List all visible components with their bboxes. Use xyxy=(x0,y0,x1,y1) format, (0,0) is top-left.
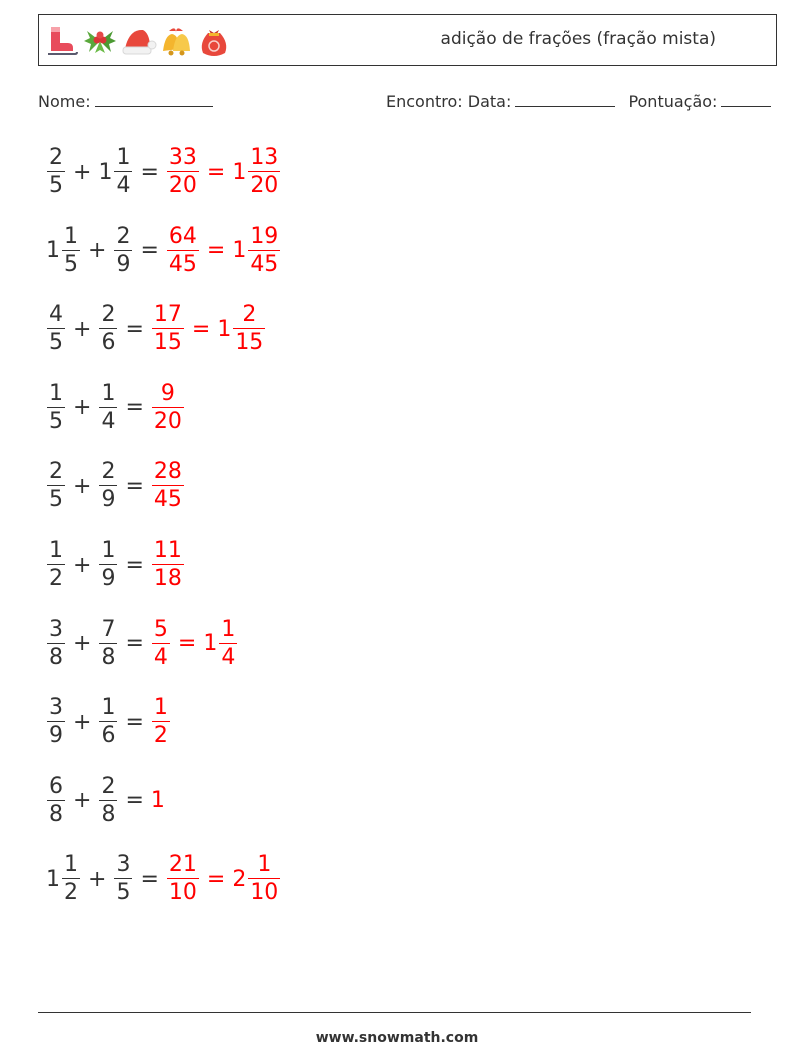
denominator: 45 xyxy=(153,487,182,513)
answer xyxy=(166,147,281,197)
answer-mixed-number xyxy=(232,147,281,197)
problem-row xyxy=(46,692,171,752)
plus-sign: + xyxy=(73,631,92,657)
fraction xyxy=(47,304,65,354)
numerator: 7 xyxy=(101,616,116,642)
answer-fraction xyxy=(166,147,200,197)
numerator: 4 xyxy=(49,302,63,328)
equals-sign: = xyxy=(125,473,144,499)
meeting-field xyxy=(386,92,771,111)
denominator: 6 xyxy=(101,330,116,356)
problem-row xyxy=(46,456,185,516)
answer xyxy=(151,697,171,747)
plus-sign: + xyxy=(73,552,92,578)
denominator: 9 xyxy=(101,487,116,513)
addend-1 xyxy=(46,461,66,511)
fraction xyxy=(62,223,80,277)
equals-sign: = xyxy=(125,631,144,657)
worksheet-title: adição de frações (fração mista) xyxy=(440,29,716,49)
ice-skate-icon xyxy=(43,21,81,61)
answer-fraction xyxy=(151,461,185,511)
answer-mixed-number xyxy=(203,616,238,670)
denominator: 8 xyxy=(49,644,63,670)
numerator: 13 xyxy=(250,145,279,170)
numerator: 3 xyxy=(49,695,63,721)
date-blank[interactable] xyxy=(515,92,615,107)
fraction xyxy=(233,304,265,354)
numerator: 28 xyxy=(153,459,182,485)
name-blank[interactable] xyxy=(95,92,213,107)
denominator: 8 xyxy=(101,644,116,670)
name-label: Nome: xyxy=(38,92,91,111)
fraction xyxy=(152,540,184,590)
numerator: 2 xyxy=(101,773,116,799)
fraction xyxy=(152,304,184,354)
whole-number: 1 xyxy=(203,631,218,657)
answer-mixed-number xyxy=(232,223,281,277)
answer-fraction xyxy=(151,697,171,747)
denominator: 45 xyxy=(250,251,279,277)
footer-divider xyxy=(38,1012,751,1013)
numerator: 19 xyxy=(250,223,279,249)
numerator: 1 xyxy=(101,695,116,721)
answer xyxy=(166,223,281,277)
fraction xyxy=(152,697,170,747)
denominator: 2 xyxy=(153,723,168,749)
denominator: 4 xyxy=(221,644,236,670)
fraction xyxy=(248,147,280,197)
numerator: 2 xyxy=(116,223,131,249)
numerator: 1 xyxy=(49,538,63,563)
denominator: 18 xyxy=(153,566,182,591)
plus-sign: + xyxy=(73,395,92,421)
addend-2 xyxy=(98,697,118,747)
addend-1 xyxy=(46,147,66,197)
plus-sign: + xyxy=(73,159,92,185)
numerator: 21 xyxy=(168,852,197,878)
christmas-bells-icon xyxy=(157,21,195,61)
addend-1 xyxy=(46,304,66,354)
problem-row xyxy=(46,614,238,674)
answer xyxy=(151,616,238,670)
numerator: 33 xyxy=(168,145,197,170)
denominator: 5 xyxy=(116,880,131,906)
answer-fraction xyxy=(166,854,200,904)
fraction xyxy=(114,147,132,197)
equals-sign: = xyxy=(125,316,144,342)
numerator: 11 xyxy=(153,538,182,563)
equals-sign: = xyxy=(125,552,144,578)
addend-1 xyxy=(46,697,66,747)
fraction xyxy=(99,697,117,747)
numerator: 2 xyxy=(101,302,116,328)
denominator: 9 xyxy=(49,723,63,749)
fraction xyxy=(114,223,132,277)
numerator: 64 xyxy=(168,223,197,249)
fraction xyxy=(47,380,65,434)
addend-2 xyxy=(113,854,133,904)
footer-url: www.snowmath.com xyxy=(315,1030,479,1046)
numerator: 17 xyxy=(153,302,182,328)
answer-whole: 1 xyxy=(150,788,165,814)
plus-sign: + xyxy=(88,238,107,264)
answer xyxy=(151,304,266,354)
fraction xyxy=(99,616,117,670)
numerator: 5 xyxy=(153,616,168,642)
answer-fraction xyxy=(151,304,185,354)
numerator: 1 xyxy=(116,145,131,170)
equals-sign: = xyxy=(191,316,211,342)
equals-sign: = xyxy=(206,238,226,264)
denominator: 5 xyxy=(49,408,63,434)
denominator: 9 xyxy=(116,251,131,277)
icon-strip xyxy=(43,21,233,61)
fraction xyxy=(152,616,170,670)
fraction xyxy=(47,461,65,511)
equals-sign: = xyxy=(140,238,159,264)
numerator: 2 xyxy=(49,145,63,170)
denominator: 20 xyxy=(250,173,279,198)
answer-mixed-number xyxy=(217,304,266,354)
equals-sign: = xyxy=(206,159,226,185)
numerator: 1 xyxy=(221,616,236,642)
denominator: 4 xyxy=(116,173,131,198)
equals-sign: = xyxy=(206,866,226,892)
addend-1 xyxy=(46,223,81,277)
fraction xyxy=(47,616,65,670)
addend-2 xyxy=(98,773,118,827)
addend-1 xyxy=(46,380,66,434)
whole-number: 1 xyxy=(232,159,247,185)
plus-sign: + xyxy=(73,709,92,735)
numerator: 1 xyxy=(101,380,116,406)
answer-fraction xyxy=(166,223,200,277)
problem-row xyxy=(46,849,281,909)
fraction xyxy=(47,540,65,590)
denominator: 45 xyxy=(168,251,197,277)
answer xyxy=(151,788,165,813)
meeting-date-label: Encontro: Data: xyxy=(386,92,512,111)
problem-row xyxy=(46,378,185,438)
holly-icon xyxy=(81,21,119,61)
denominator: 15 xyxy=(153,330,182,356)
plus-sign: + xyxy=(73,316,92,342)
name-field xyxy=(38,92,213,111)
header-box xyxy=(38,14,777,66)
fraction xyxy=(167,147,199,197)
equals-sign: = xyxy=(140,159,159,185)
plus-sign: + xyxy=(73,788,92,814)
equals-sign: = xyxy=(177,631,197,657)
numerator: 1 xyxy=(153,695,168,721)
fraction xyxy=(99,540,117,590)
answer-fraction xyxy=(151,380,185,434)
whole-number: 1 xyxy=(232,238,247,264)
numerator: 2 xyxy=(49,459,63,485)
fraction xyxy=(248,854,280,904)
fraction xyxy=(47,773,65,827)
addend-1 xyxy=(46,773,66,827)
whole-number: 1 xyxy=(46,866,60,892)
answer xyxy=(151,380,185,434)
problem-row xyxy=(46,299,266,359)
answer xyxy=(151,540,185,590)
denominator: 10 xyxy=(250,880,279,906)
denominator: 5 xyxy=(64,251,78,277)
addend-2 xyxy=(98,147,133,197)
equals-sign: = xyxy=(140,866,159,892)
answer-fraction xyxy=(151,540,185,590)
fraction xyxy=(219,616,237,670)
answer xyxy=(166,854,281,904)
fraction xyxy=(167,854,199,904)
fraction xyxy=(114,854,132,904)
addend-2 xyxy=(98,540,118,590)
problem-row xyxy=(46,771,165,831)
numerator: 3 xyxy=(49,616,63,642)
whole-number: 1 xyxy=(98,159,113,185)
numerator: 1 xyxy=(64,223,78,249)
fraction xyxy=(62,854,80,904)
numerator: 1 xyxy=(49,380,63,406)
addend-2 xyxy=(98,304,118,354)
whole-number: 2 xyxy=(232,866,247,892)
denominator: 8 xyxy=(49,801,63,827)
numerator: 1 xyxy=(101,538,116,563)
addend-1 xyxy=(46,854,81,904)
numerator: 9 xyxy=(160,380,175,406)
denominator: 5 xyxy=(49,487,63,513)
denominator: 10 xyxy=(168,880,197,906)
denominator: 20 xyxy=(153,408,182,434)
addend-2 xyxy=(98,461,118,511)
numerator: 2 xyxy=(101,459,116,485)
answer-fraction xyxy=(151,616,171,670)
fraction xyxy=(99,461,117,511)
denominator: 5 xyxy=(49,330,63,356)
equals-sign: = xyxy=(125,788,144,814)
denominator: 15 xyxy=(235,330,264,356)
fraction xyxy=(47,697,65,747)
fraction xyxy=(152,461,184,511)
problem-row xyxy=(46,221,281,281)
denominator: 9 xyxy=(101,566,116,591)
numerator: 2 xyxy=(242,302,257,328)
whole-number: 1 xyxy=(46,238,60,264)
denominator: 2 xyxy=(49,566,63,591)
plus-sign: + xyxy=(88,866,107,892)
answer-mixed-number xyxy=(232,854,281,904)
denominator: 2 xyxy=(64,880,78,906)
problem-row xyxy=(46,535,185,595)
score-blank[interactable] xyxy=(721,92,771,107)
denominator: 5 xyxy=(49,173,63,198)
numerator: 3 xyxy=(116,852,131,878)
denominator: 6 xyxy=(101,723,116,749)
denominator: 4 xyxy=(153,644,168,670)
numerator: 6 xyxy=(49,773,63,799)
fraction xyxy=(99,304,117,354)
equals-sign: = xyxy=(125,709,144,735)
gift-sack-icon xyxy=(195,21,233,61)
whole-number: 1 xyxy=(217,316,232,342)
addend-2 xyxy=(98,380,118,434)
addend-2 xyxy=(113,223,133,277)
fraction xyxy=(152,380,184,434)
denominator: 4 xyxy=(101,408,116,434)
equals-sign: = xyxy=(125,395,144,421)
addend-2 xyxy=(98,616,118,670)
numerator: 1 xyxy=(257,852,272,878)
denominator: 8 xyxy=(101,801,116,827)
santa-hat-icon xyxy=(119,21,157,61)
fraction xyxy=(248,223,280,277)
addend-1 xyxy=(46,540,66,590)
denominator: 20 xyxy=(168,173,197,198)
fraction xyxy=(167,223,199,277)
problem-row xyxy=(46,142,281,202)
numerator: 1 xyxy=(64,852,78,878)
fraction xyxy=(99,380,117,434)
plus-sign: + xyxy=(73,473,92,499)
fraction xyxy=(99,773,117,827)
score-label: Pontuação: xyxy=(628,92,718,111)
fraction xyxy=(47,147,65,197)
answer xyxy=(151,461,185,511)
addend-1 xyxy=(46,616,66,670)
